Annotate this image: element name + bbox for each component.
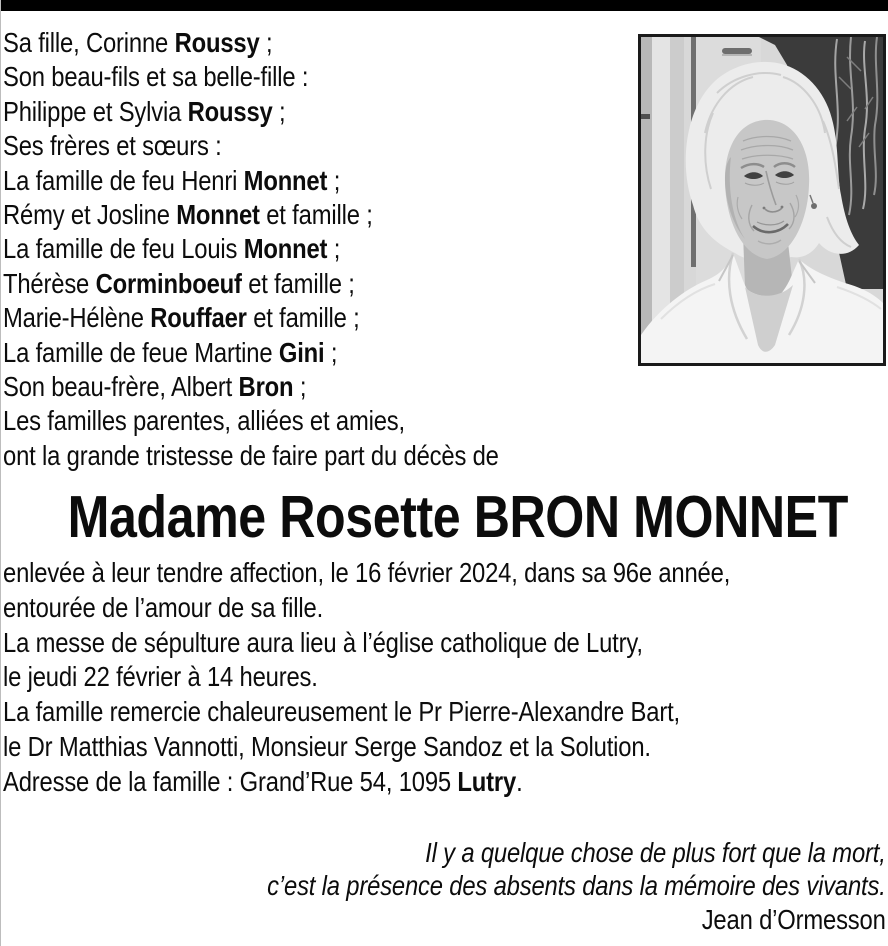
detail-line: entourée de l’amour de sa fille.: [3, 591, 324, 623]
quote-line: Il y a quelque chose de plus fort que la mort,: [425, 837, 886, 868]
detail-line: La messe de sépulture aura lieu à l’église catholique de Lutry,: [3, 626, 643, 658]
family-line: La famille de feue Martine Gini ;: [3, 336, 338, 368]
family-line: ont la grande tristesse de faire part du décès de: [3, 439, 499, 471]
family-line: Sa fille, Corinne Roussy ;: [3, 27, 273, 58]
memorial-quote: [267, 836, 886, 936]
top-border-bar: [1, 0, 888, 11]
detail-line: Adresse de la famille : Grand’Rue 54, 1095 Lutry.: [3, 765, 523, 797]
quote-author: Jean d’Ormesson: [702, 903, 886, 935]
family-line: Thérèse Corminboeuf et famille ;: [3, 267, 355, 299]
family-line: Rémy et Josline Monnet et famille ;: [3, 199, 373, 231]
deceased-name: Madame Rosette BRON MONNET: [67, 484, 848, 550]
family-line: Marie-Hélène Rouffaer et famille ;: [3, 302, 360, 334]
family-line: Les familles parentes, alliées et amies,: [3, 405, 405, 437]
family-list: [3, 26, 499, 473]
family-line: Ses frères et sœurs :: [3, 130, 222, 162]
portrait-photo: [638, 34, 886, 366]
family-line: La famille de feu Louis Monnet ;: [3, 233, 341, 265]
detail-line: le jeudi 22 février à 14 heures.: [3, 661, 318, 693]
portrait-photo-image: [641, 37, 883, 363]
detail-line: enlevée à leur tendre affection, le 16 février 2024, dans sa 96e année,: [3, 557, 731, 588]
detail-line: La famille remercie chaleureusement le Pr Pierre-Alexandre Bart,: [3, 696, 680, 728]
quote-line: c’est la présence des absents dans la mémoire des vivants.: [267, 870, 886, 902]
family-line: La famille de feu Henri Monnet ;: [3, 164, 341, 196]
family-line: Philippe et Sylvia Roussy ;: [3, 95, 286, 127]
funeral-details: [3, 556, 730, 800]
family-line: Son beau-fils et sa belle-fille :: [3, 61, 309, 93]
family-line: Son beau-frère, Albert Bron ;: [3, 371, 307, 403]
detail-line: le Dr Matthias Vannotti, Monsieur Serge Sandoz et la Solution.: [3, 730, 651, 762]
